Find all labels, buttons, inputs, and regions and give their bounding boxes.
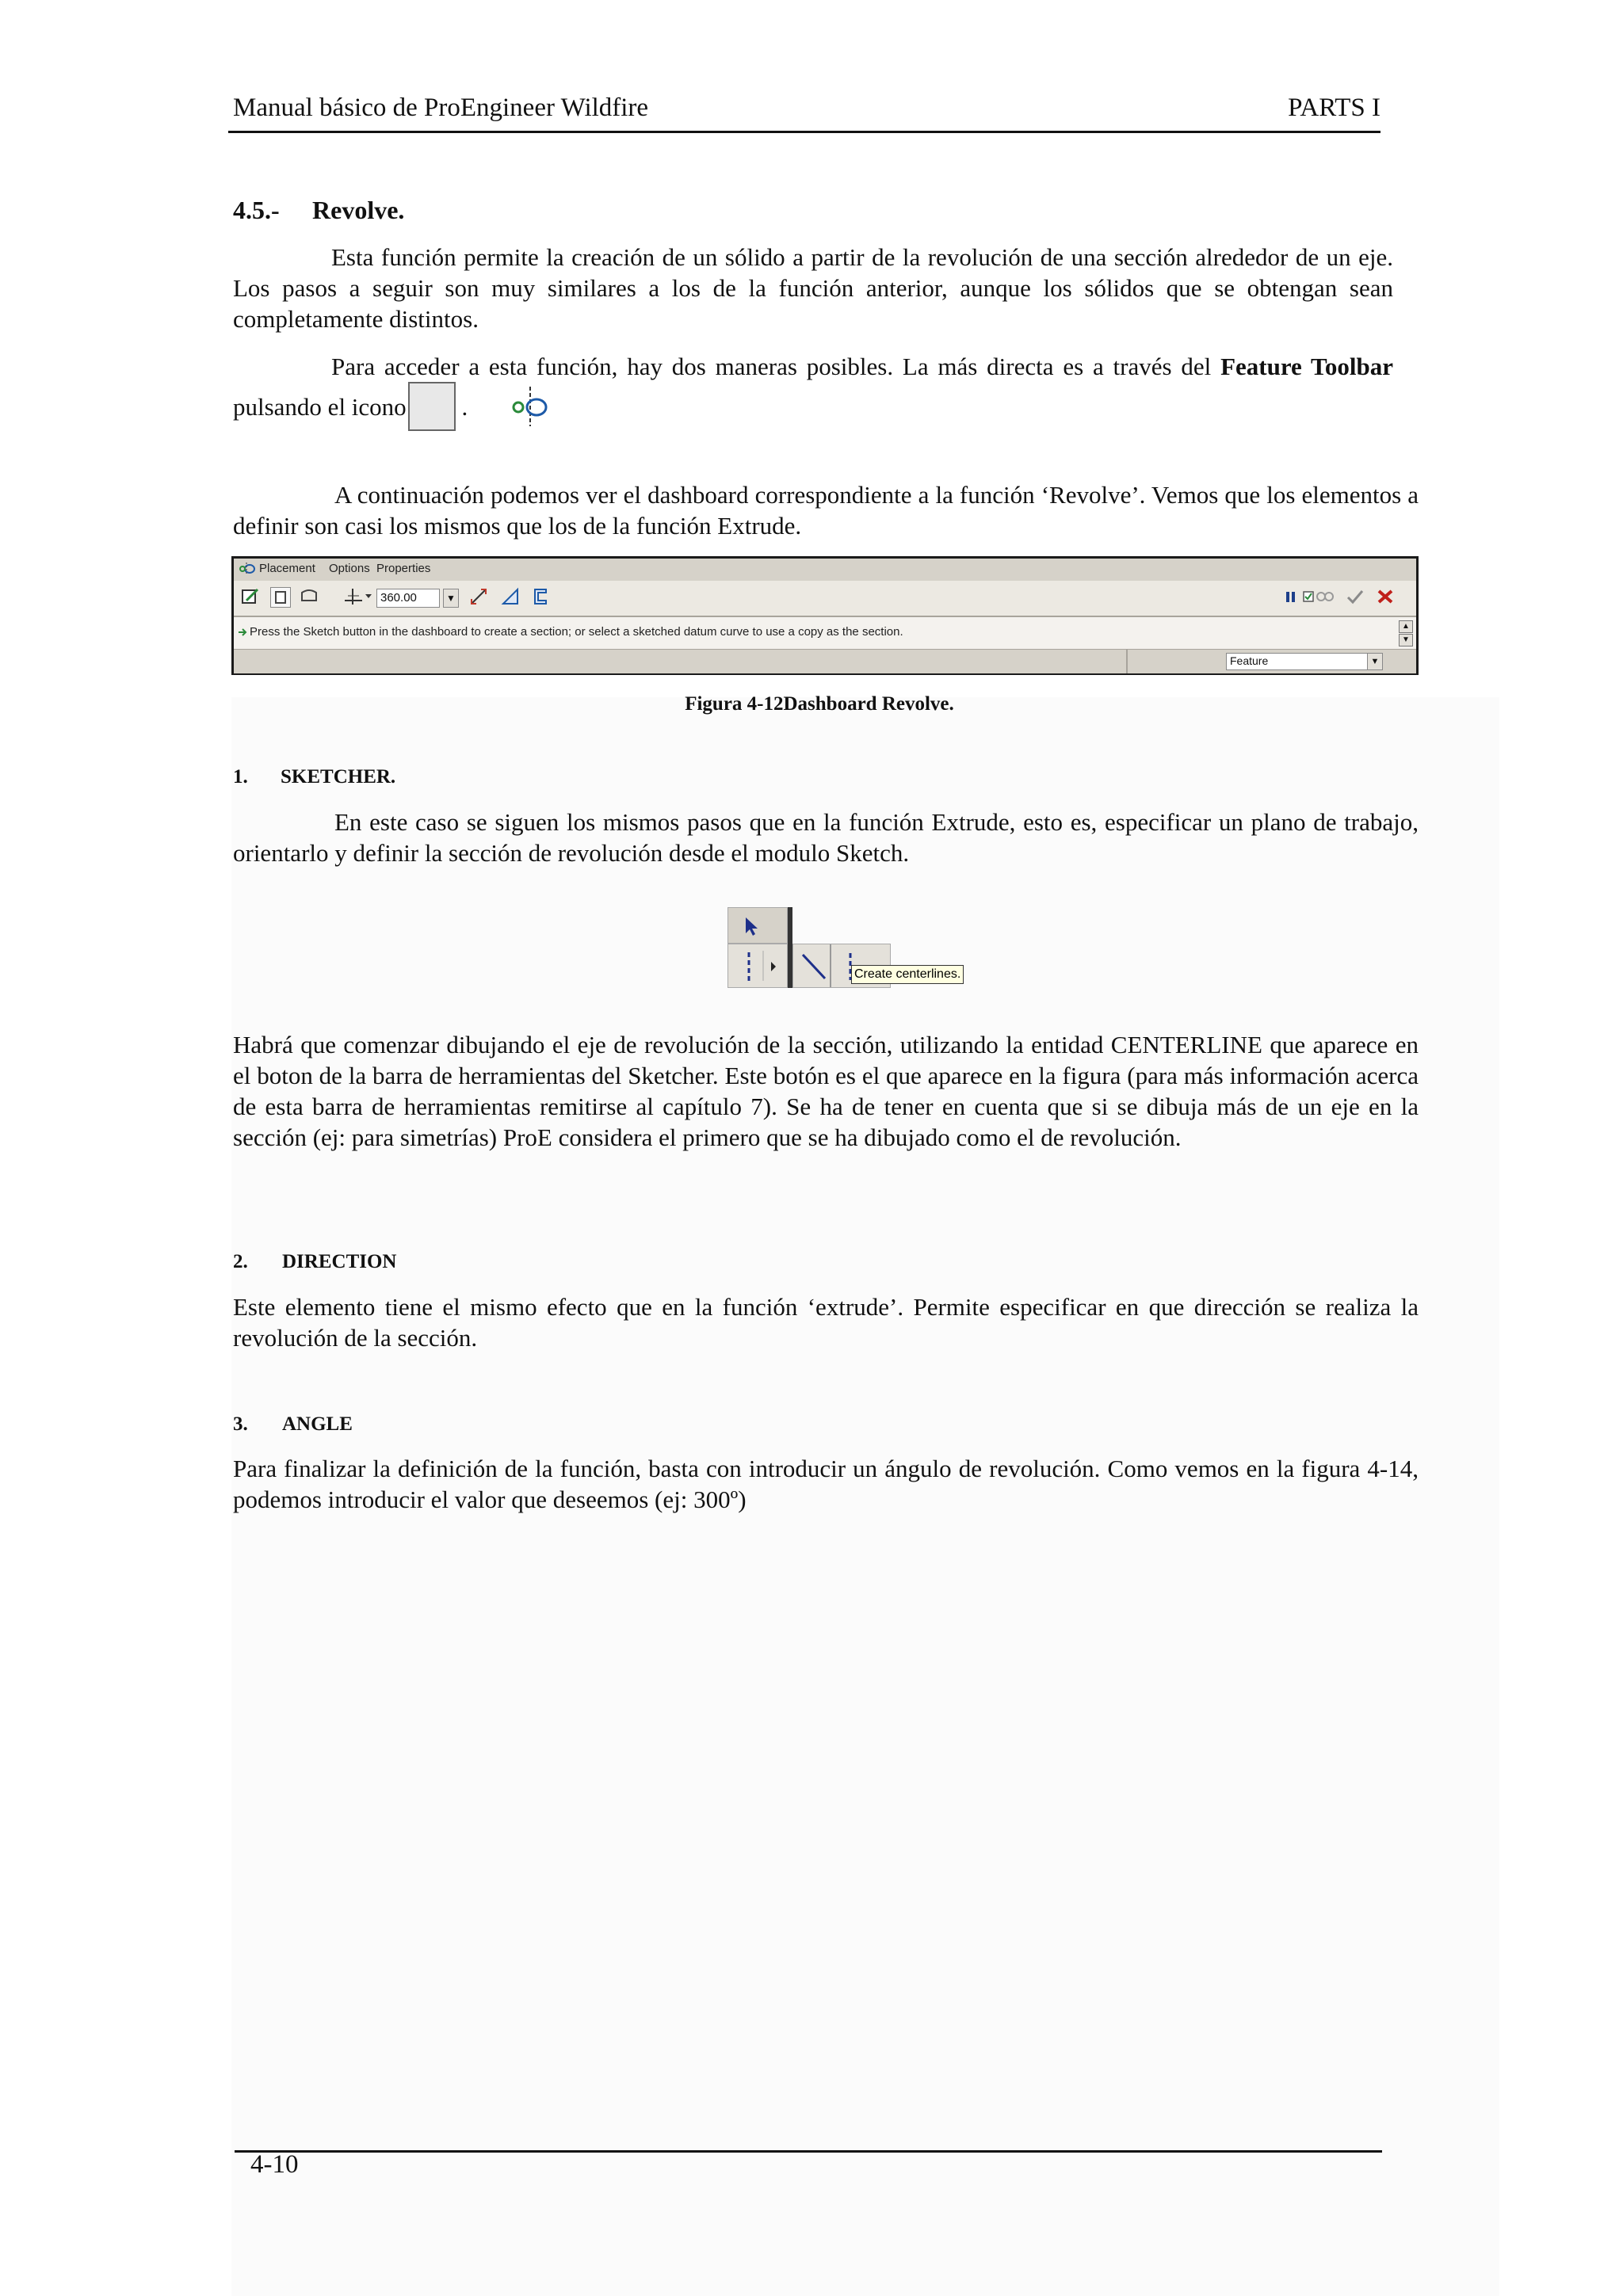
dashboard-status-bar (234, 650, 1416, 673)
centerline-flyout-button[interactable] (727, 944, 788, 988)
paragraph-access-text-b: pulsando el icono (233, 393, 407, 421)
subsection-title-angle: ANGLE (282, 1413, 353, 1435)
create-centerlines-tooltip: Create centerlines. (851, 965, 964, 984)
line-icon[interactable] (798, 948, 830, 983)
sketcher-toolbar-fragment (727, 907, 965, 988)
dashboard-message-area (234, 617, 1416, 650)
tab-properties[interactable]: Properties (376, 562, 431, 575)
filter-dropdown-icon[interactable]: ▼ (1367, 653, 1383, 670)
footer-rule (235, 2150, 1382, 2153)
select-tool[interactable] (727, 907, 788, 944)
revolve-dashboard (231, 556, 1419, 675)
pause-icon[interactable] (1283, 586, 1299, 608)
centerline-icon (730, 946, 785, 986)
dashboard-toolbar (234, 581, 1416, 617)
status-divider (1126, 650, 1128, 673)
paragraph-angle: Para finalizar la definición de la función, basta con introducir un ángulo de revolución. Como vemos en la figura 4-14, podemos introducir el valor que deseemos (ej: 300º) (233, 1455, 1419, 1513)
message-arrow-icon (237, 627, 248, 642)
surface-button-icon[interactable] (299, 586, 319, 608)
dashboard-tabs-bar (234, 559, 1416, 582)
revolve-small-icon (239, 562, 256, 580)
flyout-divider (830, 944, 831, 987)
paragraph-intro: Esta función permite la creación de un sólido a partir de la revolución de una sección alrededor de un eje. Los pasos a seguir son muy similares a los de la función anterior, aunque los sólidos que se obtengan sean completamente distintos. (233, 243, 1393, 333)
header-part: PARTS I (1288, 93, 1381, 122)
angle-type-icon[interactable] (342, 586, 373, 608)
section-number: 4.5.- (233, 196, 280, 224)
page-number: 4-10 (250, 2150, 299, 2179)
remove-material-icon[interactable] (500, 586, 521, 608)
tab-placement[interactable]: Placement (259, 562, 315, 575)
angle-dropdown-icon[interactable]: ▼ (443, 589, 459, 608)
header-title: Manual básico de ProEngineer Wildfire (233, 93, 649, 122)
solid-button-icon[interactable] (270, 587, 291, 608)
section-title: Revolve. (312, 196, 405, 224)
revolve-tool-icon (408, 382, 456, 431)
subsection-number-2: 2. (233, 1251, 248, 1272)
subsection-number-1: 1. (233, 766, 248, 788)
subsection-number-3: 3. (233, 1413, 248, 1435)
select-arrow-icon (739, 914, 763, 938)
paragraph-access-text-a: Para acceder a esta función, hay dos maneras posibles. La más directa es a través del (331, 353, 1221, 380)
paragraph-dashboard-intro: A continuación podemos ver el dashboard correspondiente a la función ‘Revolve’. Vemos que los elementos a definir son casi los mismos que los de la función Extrude. (233, 481, 1419, 540)
flip-direction-icon[interactable] (468, 586, 489, 608)
apply-check-icon[interactable] (1345, 586, 1365, 608)
paragraph-centerline: Habrá que comenzar dibujando el eje de revolución de la sección, utilizando la entidad CENTERLINE que aparece en el boton de la barra de herramientas del Sketcher. Este botón es el que aparece en la figura (para más información acerca de esta barra de herramientas remitirse al capítulo 7). Se ha de tener en cuenta que si se dibuja más de un eje en la sección (ej: para simetrías) ProE considera el primero que se ha dibujado como el de revolución. (233, 1031, 1419, 1151)
subsection-title-direction: DIRECTION (282, 1251, 397, 1272)
feature-toolbar-term: Feature Toolbar (1220, 353, 1393, 380)
preview-icon[interactable] (1302, 586, 1338, 608)
filter-select[interactable]: Feature (1226, 653, 1383, 670)
dashboard-message: Press the Sketch button in the dashboard to create a section; or select a sketched datum curve to use a copy as the section. (250, 625, 903, 639)
tab-options[interactable]: Options (329, 562, 370, 575)
paragraph-access-text-c: . (455, 393, 468, 421)
paragraph-sketcher: En este caso se siguen los mismos pasos que en la función Extrude, esto es, especificar un plano de trabajo, orientarlo y definir la sección de revolución desde el modulo Sketch. (233, 808, 1419, 867)
subsection-title-sketcher: SKETCHER. (281, 766, 396, 788)
sketch-button-icon[interactable] (240, 586, 261, 608)
header-rule (228, 131, 1381, 133)
scroll-down-icon[interactable]: ▼ (1399, 634, 1413, 646)
cancel-x-icon[interactable] (1375, 586, 1396, 608)
figure-caption: Figura 4-12Dashboard Revolve. (685, 693, 954, 715)
angle-input[interactable]: 360.00 (376, 589, 440, 608)
paragraph-direction: Este elemento tiene el mismo efecto que en la función ‘extrude’. Permite especificar en que dirección se realiza la revolución de la sección. (233, 1293, 1419, 1352)
scroll-up-icon[interactable]: ▲ (1399, 620, 1413, 633)
thicken-icon[interactable] (530, 586, 551, 608)
paragraph-access (233, 351, 1393, 431)
